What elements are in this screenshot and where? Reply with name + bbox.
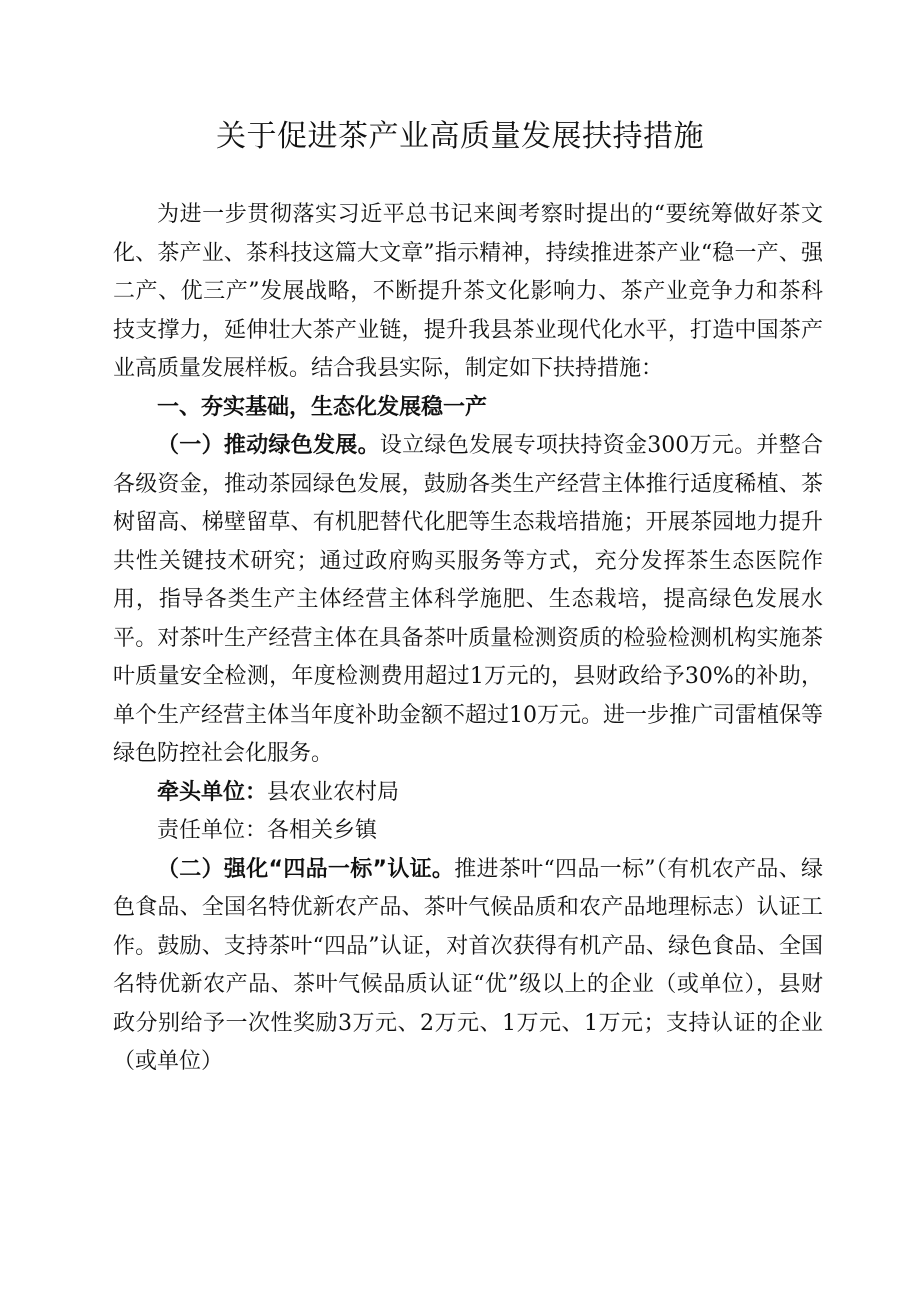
item-text: 推进茶叶“四品一标”（有机农产品、绿色食品、全国名特优新农产品、茶叶气候品质和农产品地理标志）认证工作。鼓励、支持茶叶“四品”认证，对首次获得有机产品、绿色食品、全国名特优新农产品、茶叶气候品质认证“优”级以上的企业（或单位），县财政分别给予一次性奖励3万元、2万元、1万元、1万元；支持认证的企业（或单位） xyxy=(113,856,823,1074)
item-heading: （一）推动绿色发展。 xyxy=(157,433,380,458)
lead-unit-value: 县农业农村局 xyxy=(267,779,400,805)
responsible-unit-label: 责任单位： xyxy=(157,818,268,843)
section-heading: 一、夯实基础，生态化发展稳一产 xyxy=(157,394,488,420)
intro-paragraph: 为进一步贯彻落实习近平总书记来闽考察时提出的“要统筹做好茶文化、茶产业、茶科技这篇大文章”指示精神，持续推进茶产业“稳一产、强二产、优三产”发展战略，不断提升茶文化影响力、茶产业竞争力和茶科技支撑力，延伸壮大茶产业链，提升我县茶业现代化水平，打造中国茶产业高质量发展样板。结合我县实际，制定如下扶持措施： xyxy=(113,202,823,381)
document-body xyxy=(113,196,823,1082)
lead-unit-label: 牵头单位： xyxy=(157,779,268,805)
item-heading: （二）强化“四品一标”认证。 xyxy=(157,856,455,882)
lead-unit-line xyxy=(113,774,823,813)
item-text: 设立绿色发展专项扶持资金300万元。并整合各级资金，推动茶园绿色发展，鼓励各类生产经营主体推行适度稀植、茶树留高、梯壁留草、有机肥替代化肥等生态栽培措施；开展茶园地力提升共性关键技术研究；通过政府购买服务等方式，充分发挥茶生态医院作用，指导各类生产主体经营主体科学施肥、生态栽培，提高绿色发展水平。对茶叶生产经营主体在具备茶叶质量检测资质的检验检测机构实施茶叶质量安全检测，年度检测费用超过1万元的，县财政给予30%的补助，单个生产经营主体当年度补助金额不超过10万元。进一步推广司雷植保等绿色防控社会化服务。 xyxy=(113,433,823,766)
responsible-unit-line xyxy=(113,812,823,851)
document-title: 关于促进茶产业高质量发展扶持措施 xyxy=(216,119,704,154)
item-paragraph xyxy=(113,427,823,774)
item-paragraph xyxy=(113,851,823,1082)
responsible-unit-value: 各相关乡镇 xyxy=(267,818,378,843)
